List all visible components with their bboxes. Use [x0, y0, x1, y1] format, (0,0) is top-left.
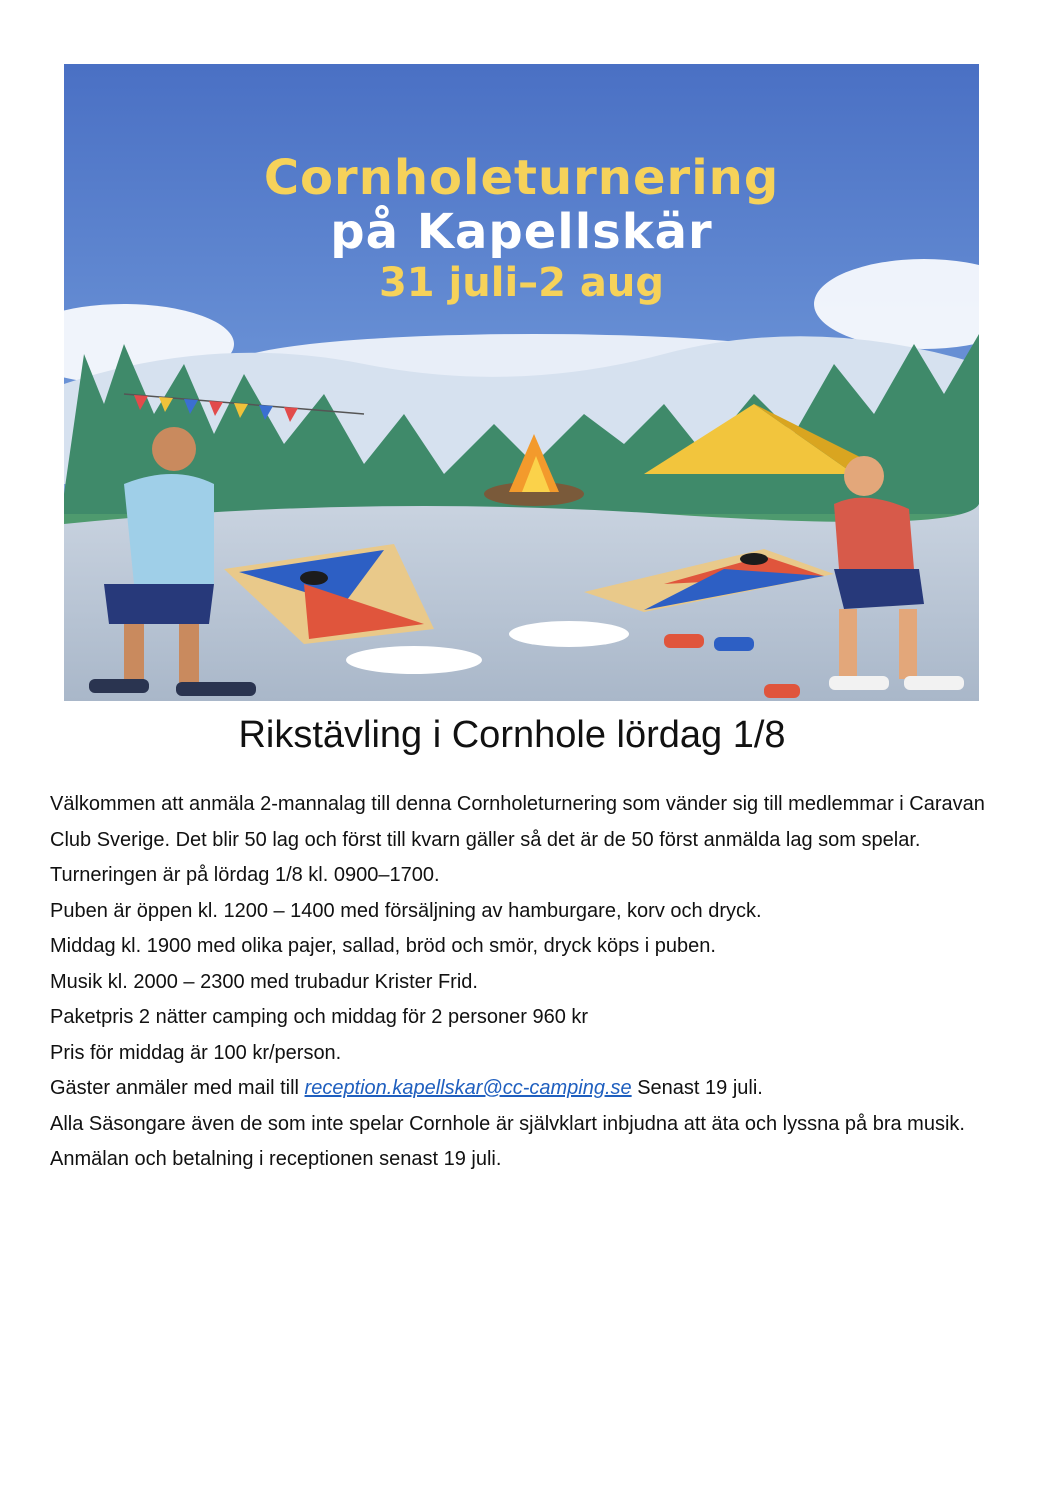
poster-title-line2: på Kapellskär: [330, 204, 713, 260]
reception-email-link[interactable]: reception.kapellskar@cc-camping.se: [304, 1077, 632, 1099]
package-price-line: Paketpris 2 nätter camping och middag för 2 personer 960 kr: [50, 1006, 589, 1028]
guest-registration-prefix: Gäster anmäler med mail till: [50, 1077, 305, 1099]
guest-registration-line: [50, 1071, 1010, 1107]
dinner-price-line: Pris för middag är 100 kr/person.: [50, 1041, 342, 1064]
seasonal-guests-paragraph: Alla Säsongare även de som inte spelar Cornhole är självklart inbjudna att äta och lyssna på bra musik. Anmälan och betalning i receptionen senast 19 juli.: [50, 1112, 965, 1170]
guest-registration-deadline: Senast 19 juli.: [631, 1077, 763, 1099]
event-poster-image: [64, 64, 979, 701]
pub-hours-line: Puben är öppen kl. 1200 – 1400 med försäljning av hamburgare, korv och dryck.: [50, 899, 762, 922]
tournament-time-line: Turneringen är på lördag 1/8 kl. 0900–1700.: [50, 864, 440, 886]
event-description: [50, 787, 1010, 1178]
dinner-line: Middag kl. 1900 med olika pajer, sallad, bröd och smör, dryck köps i puben.: [50, 935, 716, 957]
music-line: Musik kl. 2000 – 2300 med trubadur Krister Frid.: [50, 970, 478, 993]
intro-paragraph: Välkommen att anmäla 2-mannalag till denna Cornholeturnering som vänder sig till medlemmar i Caravan Club Sverige. Det blir 50 lag och först till kvarn gäller så det är de 50 först anmälda lag som spelar.: [50, 793, 985, 851]
poster-title-line1: Cornholeturnering: [263, 150, 780, 206]
page-heading: Rikstävling i Cornhole lördag 1/8: [238, 714, 786, 756]
poster-date-line: 31 juli–2 aug: [378, 260, 665, 306]
